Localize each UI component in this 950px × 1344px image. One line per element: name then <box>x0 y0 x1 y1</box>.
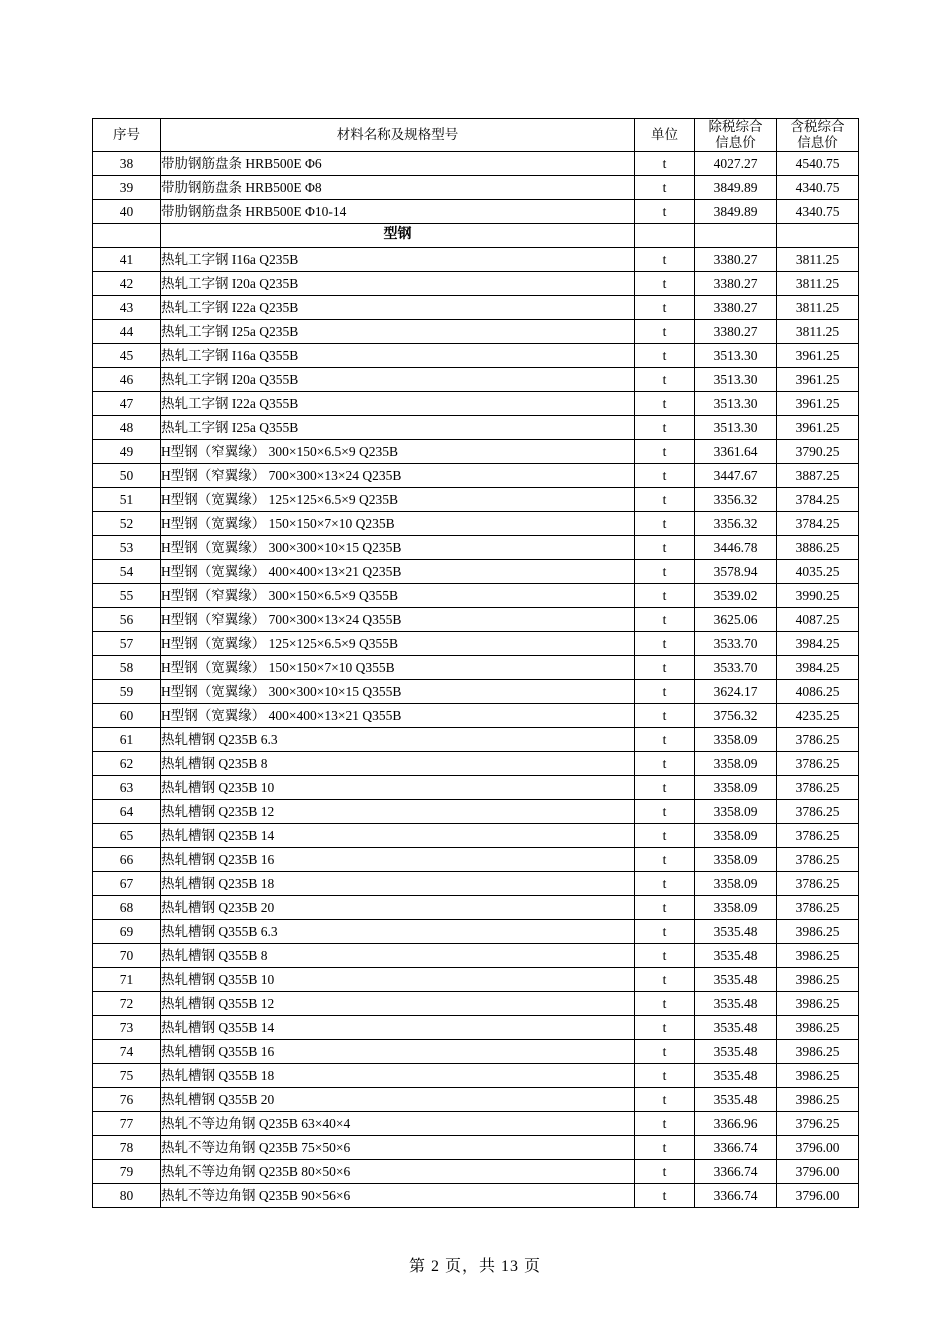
cell-unit: t <box>635 1039 695 1063</box>
cell-in-tax-price: 3887.25 <box>777 463 859 487</box>
cell-unit: t <box>635 895 695 919</box>
cell-unit: t <box>635 967 695 991</box>
cell-in-tax-price: 4340.75 <box>777 175 859 199</box>
cell-material-name: 热轧槽钢 Q355B 16 <box>161 1039 635 1063</box>
cell-unit: t <box>635 1135 695 1159</box>
cell-ex-tax-price: 3535.48 <box>695 1039 777 1063</box>
cell-seq: 71 <box>93 967 161 991</box>
cell-ex-tax-price: 3535.48 <box>695 1015 777 1039</box>
cell-ex-tax-price: 3535.48 <box>695 943 777 967</box>
cell-ex-tax-price: 3366.74 <box>695 1183 777 1207</box>
cell-seq: 73 <box>93 1015 161 1039</box>
cell-seq: 77 <box>93 1111 161 1135</box>
table-row <box>93 1039 859 1063</box>
table-row <box>93 967 859 991</box>
page-footer: 第 2 页，共 13 页 <box>408 1258 541 1275</box>
cell-ex-tax-price: 3447.67 <box>695 463 777 487</box>
cell-material-name: 热轧不等边角钢 Q235B 63×40×4 <box>161 1111 635 1135</box>
table-row <box>93 199 859 223</box>
cell-seq: 48 <box>93 415 161 439</box>
cell-unit: t <box>635 319 695 343</box>
cell-in-tax-price: 3961.25 <box>777 367 859 391</box>
cell-material-name: H型钢（窄翼缘） 300×150×6.5×9 Q235B <box>161 439 635 463</box>
table-row <box>93 151 859 175</box>
table-row <box>93 679 859 703</box>
cell-material-name: 热轧槽钢 Q235B 10 <box>161 775 635 799</box>
cell-material-name: H型钢（宽翼缘） 125×125×6.5×9 Q355B <box>161 631 635 655</box>
cell-in-tax-price: 3786.25 <box>777 895 859 919</box>
table-header <box>93 119 859 152</box>
column-header-seq: 序号 <box>93 119 161 152</box>
cell-ex-tax-price: 3380.27 <box>695 319 777 343</box>
cell-material-name: 热轧槽钢 Q235B 12 <box>161 799 635 823</box>
cell-in-tax-price: 3986.25 <box>777 991 859 1015</box>
cell-ex-tax-price: 3625.06 <box>695 607 777 631</box>
cell-material-name: 热轧工字钢 I16a Q355B <box>161 343 635 367</box>
material-price-table <box>92 118 859 1208</box>
section-ex-blank <box>695 223 777 247</box>
cell-material-name: 带肋钢筋盘条 HRB500E Φ10-14 <box>161 199 635 223</box>
cell-unit: t <box>635 535 695 559</box>
cell-ex-tax-price: 3358.09 <box>695 751 777 775</box>
cell-seq: 79 <box>93 1159 161 1183</box>
cell-material-name: H型钢（宽翼缘） 150×150×7×10 Q235B <box>161 511 635 535</box>
cell-unit: t <box>635 1183 695 1207</box>
cell-seq: 56 <box>93 607 161 631</box>
cell-seq: 68 <box>93 895 161 919</box>
cell-in-tax-price: 4340.75 <box>777 199 859 223</box>
cell-in-tax-price: 4540.75 <box>777 151 859 175</box>
cell-seq: 58 <box>93 655 161 679</box>
cell-unit: t <box>635 799 695 823</box>
cell-unit: t <box>635 823 695 847</box>
cell-seq: 57 <box>93 631 161 655</box>
column-header-name: 材料名称及规格型号 <box>161 119 635 152</box>
cell-in-tax-price: 3786.25 <box>777 799 859 823</box>
cell-unit: t <box>635 199 695 223</box>
cell-ex-tax-price: 3358.09 <box>695 823 777 847</box>
cell-unit: t <box>635 151 695 175</box>
cell-seq: 74 <box>93 1039 161 1063</box>
cell-ex-tax-price: 3578.94 <box>695 559 777 583</box>
cell-ex-tax-price: 3380.27 <box>695 271 777 295</box>
cell-ex-tax-price: 3533.70 <box>695 655 777 679</box>
cell-in-tax-price: 3984.25 <box>777 655 859 679</box>
cell-in-tax-price: 4235.25 <box>777 703 859 727</box>
cell-ex-tax-price: 3358.09 <box>695 895 777 919</box>
cell-seq: 69 <box>93 919 161 943</box>
cell-seq: 59 <box>93 679 161 703</box>
cell-ex-tax-price: 3513.30 <box>695 391 777 415</box>
cell-seq: 52 <box>93 511 161 535</box>
cell-in-tax-price: 3786.25 <box>777 871 859 895</box>
table-row <box>93 319 859 343</box>
column-header-unit: 单位 <box>635 119 695 152</box>
cell-material-name: H型钢（窄翼缘） 300×150×6.5×9 Q355B <box>161 583 635 607</box>
cell-material-name: H型钢（宽翼缘） 400×400×13×21 Q235B <box>161 559 635 583</box>
table-row <box>93 943 859 967</box>
cell-seq: 50 <box>93 463 161 487</box>
cell-ex-tax-price: 3535.48 <box>695 1087 777 1111</box>
cell-ex-tax-price: 3356.32 <box>695 511 777 535</box>
cell-seq: 80 <box>93 1183 161 1207</box>
table-row <box>93 415 859 439</box>
table-row <box>93 895 859 919</box>
cell-ex-tax-price: 3361.64 <box>695 439 777 463</box>
cell-in-tax-price: 3784.25 <box>777 511 859 535</box>
table-row <box>93 1159 859 1183</box>
cell-ex-tax-price: 3535.48 <box>695 919 777 943</box>
cell-in-tax-price: 3811.25 <box>777 295 859 319</box>
table-body <box>93 151 859 1207</box>
cell-material-name: 带肋钢筋盘条 HRB500E Φ8 <box>161 175 635 199</box>
cell-ex-tax-price: 3380.27 <box>695 295 777 319</box>
cell-unit: t <box>635 559 695 583</box>
cell-material-name: 热轧槽钢 Q355B 14 <box>161 1015 635 1039</box>
cell-in-tax-price: 3986.25 <box>777 1087 859 1111</box>
cell-in-tax-price: 3796.00 <box>777 1183 859 1207</box>
section-unit-blank <box>635 223 695 247</box>
cell-seq: 63 <box>93 775 161 799</box>
cell-ex-tax-price: 3535.48 <box>695 967 777 991</box>
cell-in-tax-price: 3986.25 <box>777 1015 859 1039</box>
cell-ex-tax-price: 3756.32 <box>695 703 777 727</box>
cell-in-tax-price: 3786.25 <box>777 751 859 775</box>
table-row <box>93 487 859 511</box>
table-row <box>93 703 859 727</box>
cell-material-name: 热轧槽钢 Q355B 18 <box>161 1063 635 1087</box>
cell-unit: t <box>635 1015 695 1039</box>
table-row <box>93 1135 859 1159</box>
table-row <box>93 631 859 655</box>
cell-in-tax-price: 4035.25 <box>777 559 859 583</box>
cell-material-name: 热轧槽钢 Q355B 12 <box>161 991 635 1015</box>
table-row <box>93 919 859 943</box>
cell-seq: 38 <box>93 151 161 175</box>
cell-unit: t <box>635 271 695 295</box>
cell-ex-tax-price: 3380.27 <box>695 247 777 271</box>
cell-in-tax-price: 3961.25 <box>777 415 859 439</box>
cell-seq: 76 <box>93 1087 161 1111</box>
table-row <box>93 1063 859 1087</box>
table-row <box>93 1015 859 1039</box>
cell-ex-tax-price: 3366.74 <box>695 1135 777 1159</box>
cell-seq: 47 <box>93 391 161 415</box>
cell-material-name: 热轧工字钢 I16a Q235B <box>161 247 635 271</box>
cell-seq: 67 <box>93 871 161 895</box>
cell-unit: t <box>635 1063 695 1087</box>
cell-in-tax-price: 3961.25 <box>777 343 859 367</box>
cell-material-name: 热轧槽钢 Q235B 14 <box>161 823 635 847</box>
table-row <box>93 559 859 583</box>
table-row <box>93 727 859 751</box>
cell-ex-tax-price: 4027.27 <box>695 151 777 175</box>
cell-material-name: H型钢（宽翼缘） 125×125×6.5×9 Q235B <box>161 487 635 511</box>
cell-material-name: 热轧槽钢 Q235B 8 <box>161 751 635 775</box>
cell-seq: 49 <box>93 439 161 463</box>
cell-material-name: 热轧槽钢 Q355B 10 <box>161 967 635 991</box>
cell-material-name: H型钢（宽翼缘） 150×150×7×10 Q355B <box>161 655 635 679</box>
cell-seq: 41 <box>93 247 161 271</box>
cell-unit: t <box>635 919 695 943</box>
table-row <box>93 463 859 487</box>
table-row <box>93 799 859 823</box>
cell-material-name: H型钢（窄翼缘） 700×300×13×24 Q355B <box>161 607 635 631</box>
cell-material-name: 热轧工字钢 I22a Q355B <box>161 391 635 415</box>
cell-seq: 39 <box>93 175 161 199</box>
cell-in-tax-price: 3784.25 <box>777 487 859 511</box>
cell-seq: 70 <box>93 943 161 967</box>
cell-ex-tax-price: 3358.09 <box>695 775 777 799</box>
table-row <box>93 847 859 871</box>
cell-unit: t <box>635 487 695 511</box>
cell-seq: 54 <box>93 559 161 583</box>
cell-material-name: 热轧不等边角钢 Q235B 80×50×6 <box>161 1159 635 1183</box>
cell-seq: 75 <box>93 1063 161 1087</box>
cell-in-tax-price: 3796.00 <box>777 1159 859 1183</box>
cell-in-tax-price: 3990.25 <box>777 583 859 607</box>
cell-unit: t <box>635 751 695 775</box>
table-row <box>93 775 859 799</box>
cell-seq: 51 <box>93 487 161 511</box>
table-row <box>93 751 859 775</box>
ex-tax-line2: 信息价 <box>715 134 756 150</box>
cell-in-tax-price: 4086.25 <box>777 679 859 703</box>
cell-unit: t <box>635 415 695 439</box>
cell-material-name: H型钢（宽翼缘） 300×300×10×15 Q235B <box>161 535 635 559</box>
cell-in-tax-price: 3984.25 <box>777 631 859 655</box>
cell-unit: t <box>635 463 695 487</box>
cell-material-name: H型钢（窄翼缘） 700×300×13×24 Q235B <box>161 463 635 487</box>
cell-ex-tax-price: 3366.74 <box>695 1159 777 1183</box>
table-row <box>93 175 859 199</box>
cell-material-name: 热轧槽钢 Q235B 18 <box>161 871 635 895</box>
cell-seq: 44 <box>93 319 161 343</box>
cell-ex-tax-price: 3849.89 <box>695 175 777 199</box>
cell-in-tax-price: 3986.25 <box>777 1039 859 1063</box>
cell-material-name: 热轧槽钢 Q355B 8 <box>161 943 635 967</box>
cell-material-name: 热轧槽钢 Q235B 6.3 <box>161 727 635 751</box>
cell-in-tax-price: 3786.25 <box>777 727 859 751</box>
cell-material-name: 热轧工字钢 I25a Q235B <box>161 319 635 343</box>
header-row <box>93 119 859 152</box>
cell-unit: t <box>635 655 695 679</box>
in-tax-line2: 信息价 <box>797 134 838 150</box>
table-row <box>93 535 859 559</box>
table-row <box>93 367 859 391</box>
cell-seq: 78 <box>93 1135 161 1159</box>
cell-in-tax-price: 3886.25 <box>777 535 859 559</box>
cell-ex-tax-price: 3366.96 <box>695 1111 777 1135</box>
cell-in-tax-price: 3961.25 <box>777 391 859 415</box>
cell-unit: t <box>635 775 695 799</box>
cell-ex-tax-price: 3535.48 <box>695 1063 777 1087</box>
table-row <box>93 655 859 679</box>
table-row <box>93 1183 859 1207</box>
cell-in-tax-price: 3796.25 <box>777 1111 859 1135</box>
table-row <box>93 991 859 1015</box>
cell-ex-tax-price: 3513.30 <box>695 343 777 367</box>
cell-seq: 42 <box>93 271 161 295</box>
cell-ex-tax-price: 3624.17 <box>695 679 777 703</box>
cell-in-tax-price: 3786.25 <box>777 775 859 799</box>
cell-material-name: 热轧不等边角钢 Q235B 90×56×6 <box>161 1183 635 1207</box>
table-row <box>93 247 859 271</box>
table-row <box>93 295 859 319</box>
table-row <box>93 343 859 367</box>
cell-in-tax-price: 3986.25 <box>777 967 859 991</box>
cell-ex-tax-price: 3446.78 <box>695 535 777 559</box>
cell-seq: 40 <box>93 199 161 223</box>
table-row <box>93 871 859 895</box>
column-header-ex-tax-price <box>695 119 777 152</box>
cell-seq: 62 <box>93 751 161 775</box>
cell-unit: t <box>635 703 695 727</box>
section-seq-blank <box>93 223 161 247</box>
cell-in-tax-price: 3811.25 <box>777 319 859 343</box>
cell-in-tax-price: 3986.25 <box>777 943 859 967</box>
table-row <box>93 271 859 295</box>
in-tax-line1: 含税综合 <box>790 119 845 134</box>
section-title: 型钢 <box>161 223 635 247</box>
table-row <box>93 391 859 415</box>
cell-unit: t <box>635 679 695 703</box>
cell-ex-tax-price: 3358.09 <box>695 727 777 751</box>
cell-in-tax-price: 3796.00 <box>777 1135 859 1159</box>
cell-unit: t <box>635 1111 695 1135</box>
table-row <box>93 607 859 631</box>
cell-in-tax-price: 3811.25 <box>777 247 859 271</box>
cell-in-tax-price: 3786.25 <box>777 823 859 847</box>
table-section-row <box>93 223 859 247</box>
table-row <box>93 439 859 463</box>
cell-material-name: 热轧工字钢 I20a Q355B <box>161 367 635 391</box>
cell-seq: 53 <box>93 535 161 559</box>
cell-unit: t <box>635 943 695 967</box>
cell-unit: t <box>635 511 695 535</box>
cell-material-name: 热轧槽钢 Q355B 6.3 <box>161 919 635 943</box>
cell-material-name: 热轧工字钢 I20a Q235B <box>161 271 635 295</box>
cell-in-tax-price: 3986.25 <box>777 919 859 943</box>
section-in-blank <box>777 223 859 247</box>
cell-ex-tax-price: 3358.09 <box>695 799 777 823</box>
cell-material-name: 热轧槽钢 Q355B 20 <box>161 1087 635 1111</box>
cell-unit: t <box>635 991 695 1015</box>
cell-ex-tax-price: 3539.02 <box>695 583 777 607</box>
cell-ex-tax-price: 3356.32 <box>695 487 777 511</box>
cell-in-tax-price: 3811.25 <box>777 271 859 295</box>
table-row <box>93 1087 859 1111</box>
cell-ex-tax-price: 3513.30 <box>695 367 777 391</box>
cell-ex-tax-price: 3533.70 <box>695 631 777 655</box>
cell-seq: 60 <box>93 703 161 727</box>
cell-in-tax-price: 4087.25 <box>777 607 859 631</box>
cell-material-name: 热轧工字钢 I25a Q355B <box>161 415 635 439</box>
cell-ex-tax-price: 3513.30 <box>695 415 777 439</box>
table-row <box>93 583 859 607</box>
cell-in-tax-price: 3986.25 <box>777 1063 859 1087</box>
cell-unit: t <box>635 295 695 319</box>
cell-unit: t <box>635 847 695 871</box>
ex-tax-line1: 除税综合 <box>708 119 763 134</box>
cell-material-name: 带肋钢筋盘条 HRB500E Φ6 <box>161 151 635 175</box>
cell-seq: 61 <box>93 727 161 751</box>
cell-unit: t <box>635 247 695 271</box>
cell-seq: 66 <box>93 847 161 871</box>
cell-unit: t <box>635 439 695 463</box>
table-row <box>93 511 859 535</box>
column-header-in-tax-price <box>777 119 859 152</box>
cell-seq: 64 <box>93 799 161 823</box>
cell-unit: t <box>635 583 695 607</box>
table-row <box>93 1111 859 1135</box>
cell-unit: t <box>635 1159 695 1183</box>
cell-unit: t <box>635 631 695 655</box>
cell-in-tax-price: 3786.25 <box>777 847 859 871</box>
cell-seq: 45 <box>93 343 161 367</box>
cell-seq: 65 <box>93 823 161 847</box>
cell-unit: t <box>635 871 695 895</box>
cell-unit: t <box>635 727 695 751</box>
cell-seq: 72 <box>93 991 161 1015</box>
cell-ex-tax-price: 3358.09 <box>695 871 777 895</box>
cell-unit: t <box>635 367 695 391</box>
cell-ex-tax-price: 3535.48 <box>695 991 777 1015</box>
cell-material-name: H型钢（宽翼缘） 300×300×10×15 Q355B <box>161 679 635 703</box>
cell-unit: t <box>635 391 695 415</box>
cell-material-name: 热轧工字钢 I22a Q235B <box>161 295 635 319</box>
cell-material-name: 热轧槽钢 Q235B 20 <box>161 895 635 919</box>
cell-material-name: H型钢（宽翼缘） 400×400×13×21 Q355B <box>161 703 635 727</box>
cell-unit: t <box>635 175 695 199</box>
cell-seq: 46 <box>93 367 161 391</box>
cell-unit: t <box>635 1087 695 1111</box>
cell-material-name: 热轧槽钢 Q235B 16 <box>161 847 635 871</box>
cell-unit: t <box>635 343 695 367</box>
cell-material-name: 热轧不等边角钢 Q235B 75×50×6 <box>161 1135 635 1159</box>
cell-in-tax-price: 3790.25 <box>777 439 859 463</box>
table-row <box>93 823 859 847</box>
cell-ex-tax-price: 3849.89 <box>695 199 777 223</box>
cell-seq: 43 <box>93 295 161 319</box>
cell-unit: t <box>635 607 695 631</box>
cell-seq: 55 <box>93 583 161 607</box>
cell-ex-tax-price: 3358.09 <box>695 847 777 871</box>
